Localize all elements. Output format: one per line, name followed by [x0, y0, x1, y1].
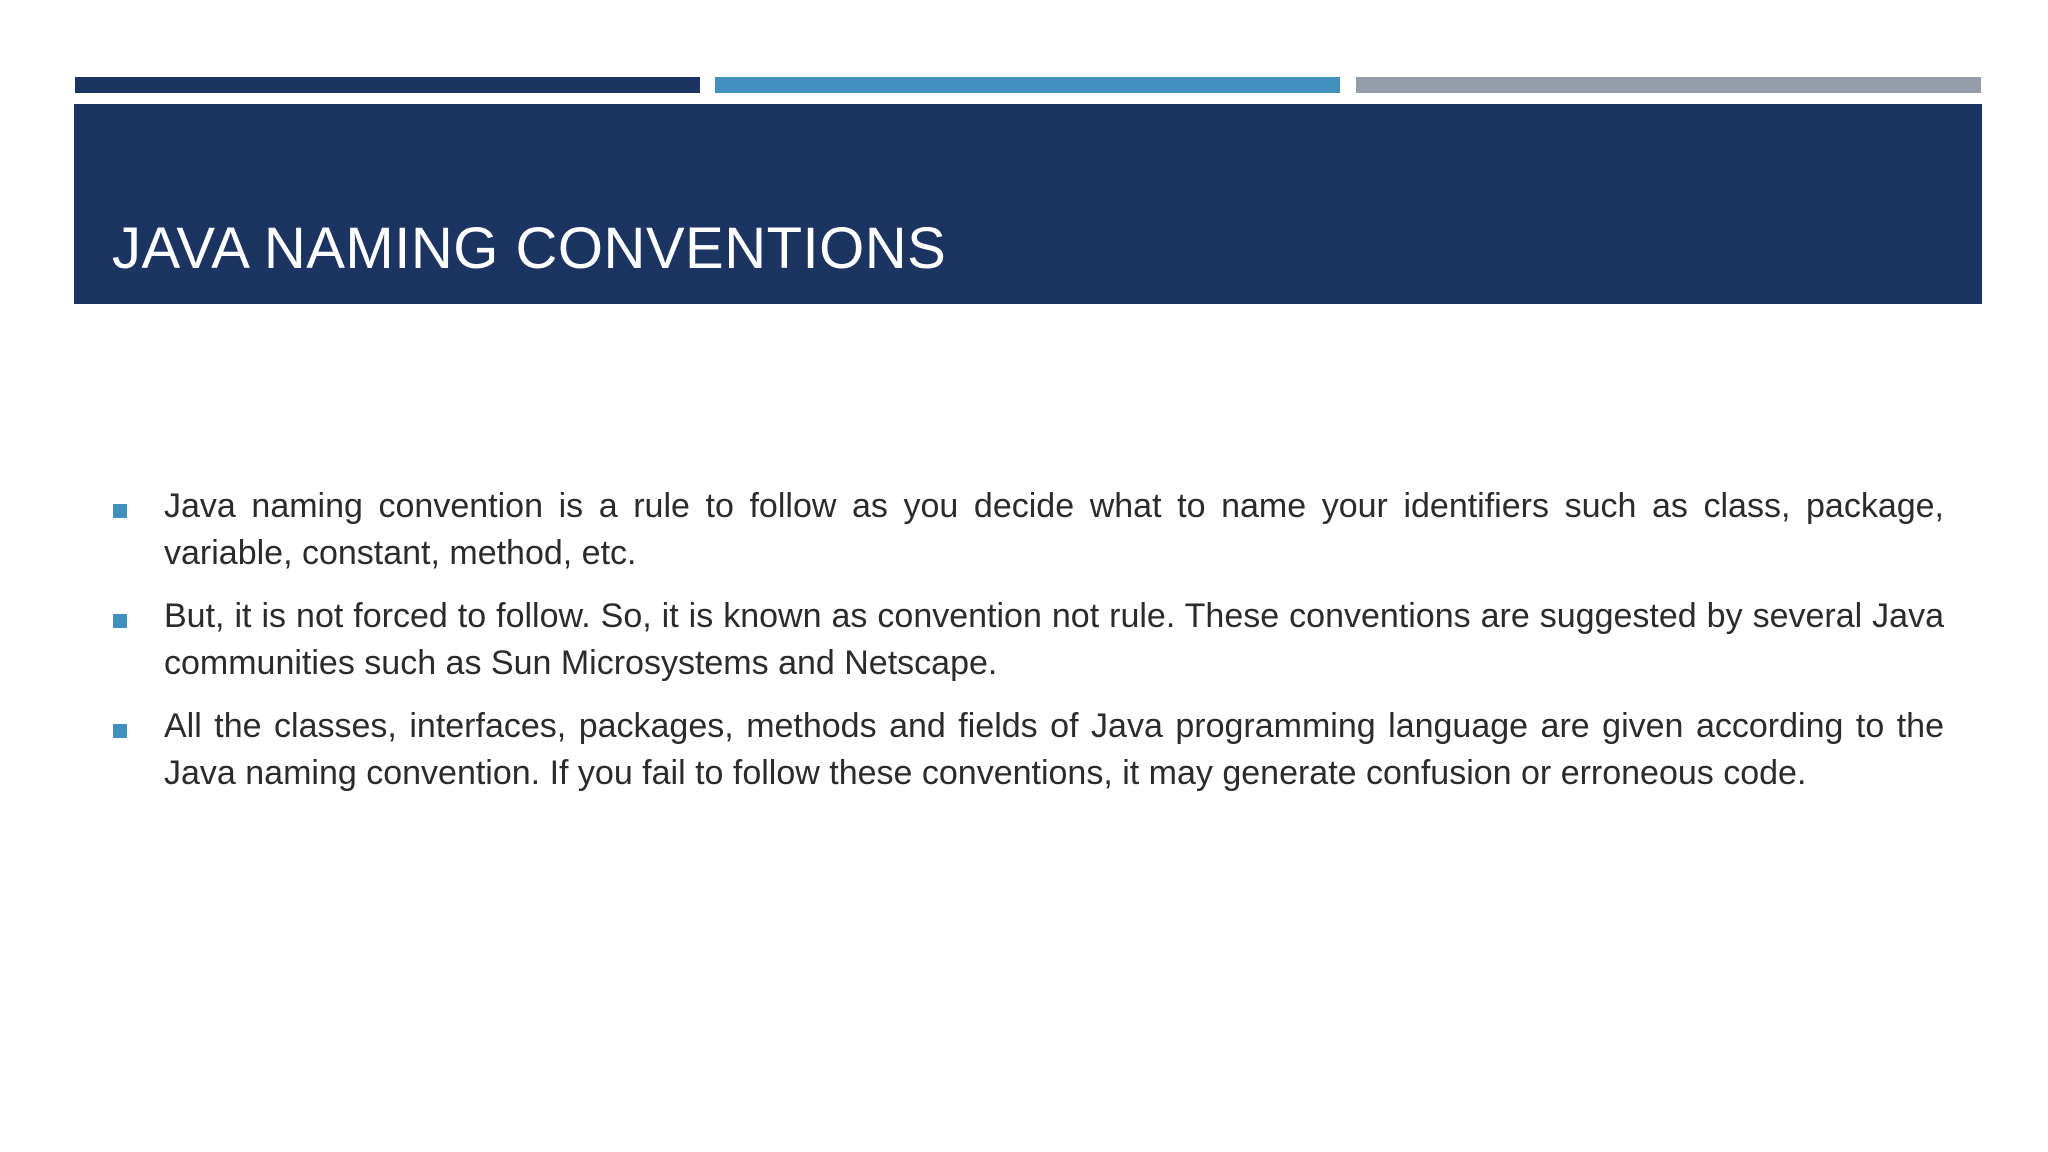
accent-bar-gray: [1356, 77, 1981, 93]
square-bullet-icon: [113, 504, 127, 518]
accent-bar-dark-blue: [75, 77, 700, 93]
bullet-text: But, it is not forced to follow. So, it is known as convention not rule. These conventions are suggested by several Java communities such as Sun Microsystems and Netscape.: [164, 597, 1944, 682]
bullet-item: [110, 703, 1944, 797]
bullet-list: [110, 483, 1944, 813]
slide-title: JAVA NAMING CONVENTIONS: [112, 216, 947, 281]
bullet-text: All the classes, interfaces, packages, methods and fields of Java programming language are given according to the Java naming convention. If you fail to follow these conventions, it may generate confusion or erroneous code.: [164, 707, 1944, 792]
title-banner: [74, 104, 1982, 304]
bullet-item: [110, 593, 1944, 687]
square-bullet-icon: [113, 724, 127, 738]
square-bullet-icon: [113, 614, 127, 628]
accent-bar-light-blue: [715, 77, 1340, 93]
bullet-item: [110, 483, 1944, 577]
bullet-text: Java naming convention is a rule to follow as you decide what to name your identifiers such as class, package, variable, constant, method, etc.: [164, 487, 1944, 572]
